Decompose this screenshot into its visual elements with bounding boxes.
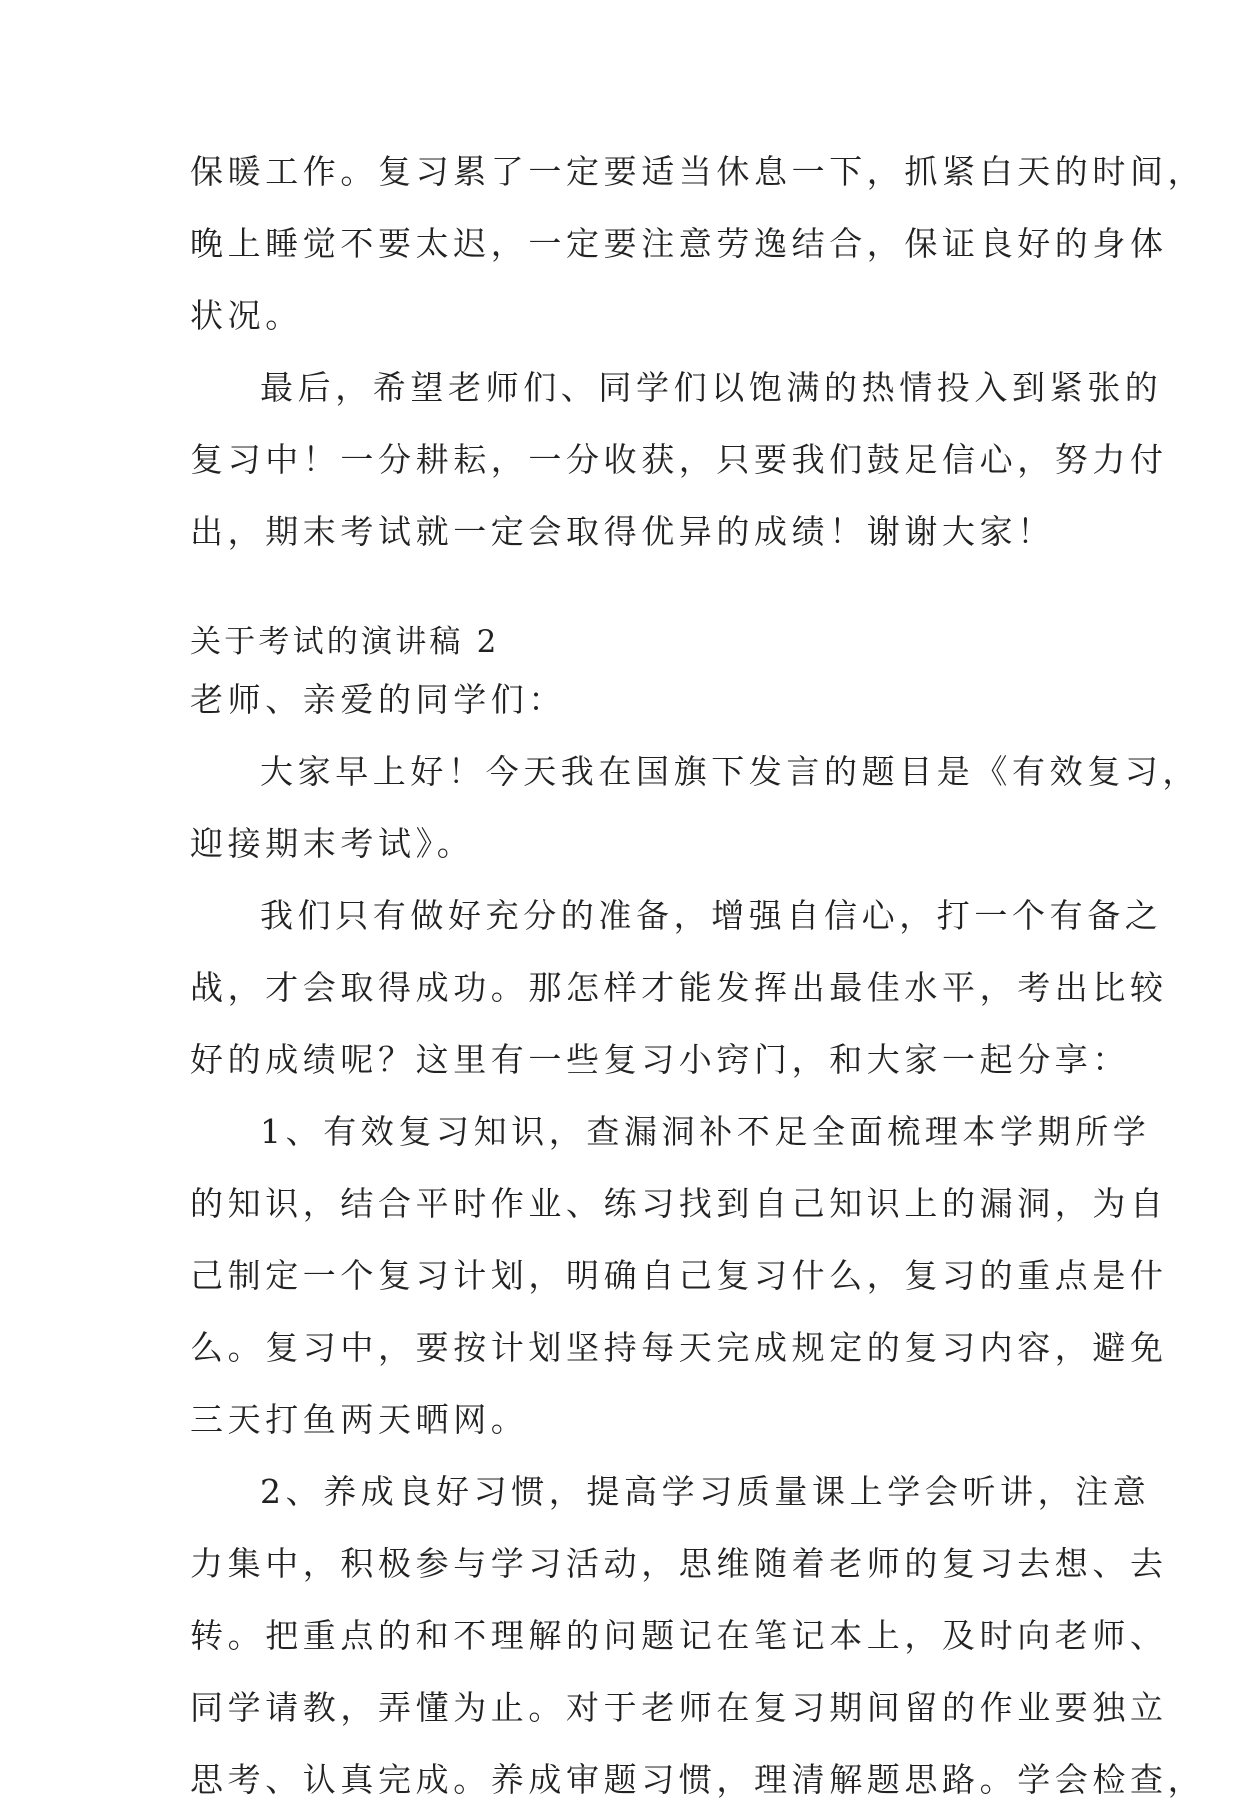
text-line: 思考、认真完成。养成审题习惯，理清解题思路。学会检查， [190,1760,1206,1799]
text-line: 己制定一个复习计划，明确自己复习什么，复习的重点是什 [190,1256,1168,1295]
text-line: 1、有效复习知识，查漏洞补不足全面梳理本学期所学 [260,1112,1151,1151]
salutation: 老师、亲爱的同学们： [190,680,566,719]
text-line: 2、养成良好习惯，提高学习质量课上学会听讲，注意 [260,1472,1151,1511]
text-line: 我们只有做好充分的准备，增强自信心，打一个有备之 [260,896,1163,935]
text-line: 状况。 [190,296,303,335]
text-line: 力集中，积极参与学习活动，思维随着老师的复习去想、去 [190,1544,1168,1583]
text-line: 保暖工作。复习累了一定要适当休息一下，抓紧白天的时间， [190,152,1206,191]
text-line: 三天打鱼两天晒网。 [190,1400,529,1439]
text-line: 的知识，结合平时作业、练习找到自己知识上的漏洞，为自 [190,1184,1168,1223]
text-line: 转。把重点的和不理解的问题记在笔记本上，及时向老师、 [190,1616,1168,1655]
text-line: 同学请教，弄懂为止。对于老师在复习期间留的作业要独立 [190,1688,1168,1727]
text-line: 迎接期末考试》。 [190,824,475,863]
text-line: 晚上睡觉不要太迟，一定要注意劳逸结合，保证良好的身体 [190,224,1168,263]
text-line: 么。复习中，要按计划坚持每天完成规定的复习内容，避免 [190,1328,1168,1367]
section-title: 关于考试的演讲稿 2 [190,624,500,660]
text-line: 战，才会取得成功。那怎样才能发挥出最佳水平，考出比较 [190,968,1168,1007]
text-line: 最后，希望老师们、同学们以饱满的热情投入到紧张的 [260,368,1163,407]
text-line: 大家早上好！今天我在国旗下发言的题目是《有效复习， [260,752,1200,791]
text-line: 出，期末考试就一定会取得优异的成绩！谢谢大家！ [190,512,1055,551]
text-line: 好的成绩呢？这里有一些复习小窍门，和大家一起分享： [190,1040,1130,1079]
text-line: 复习中！一分耕耘，一分收获，只要我们鼓足信心，努力付 [190,440,1168,479]
